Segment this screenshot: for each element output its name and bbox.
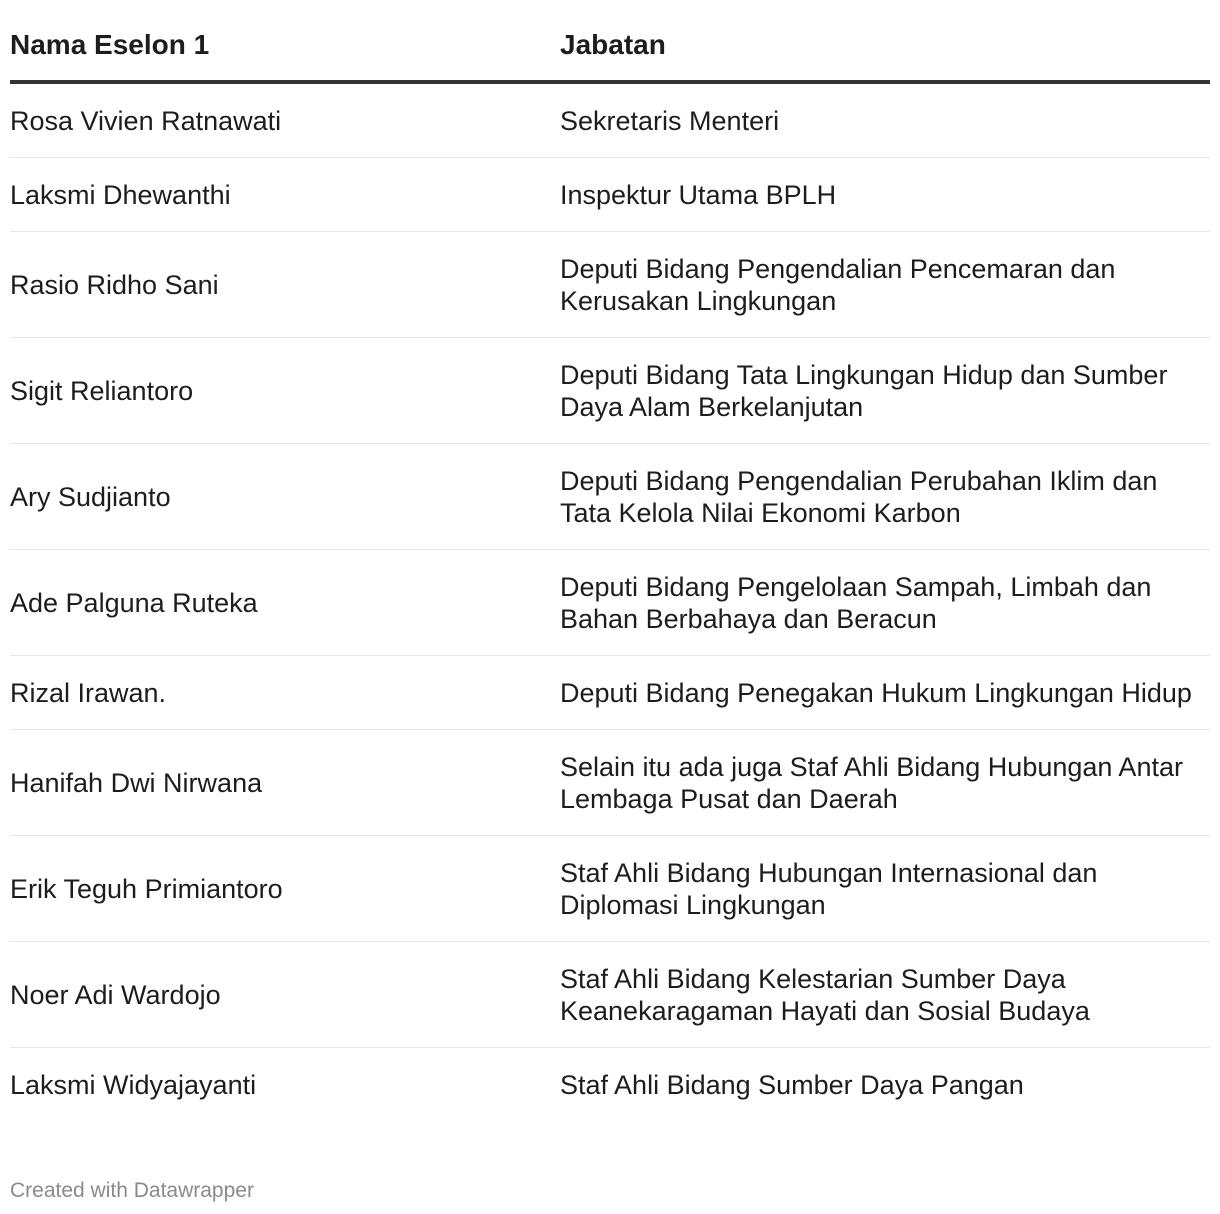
cell-name: Sigit Reliantoro: [10, 338, 560, 444]
table-header-row: [10, 28, 1210, 82]
cell-position: Deputi Bidang Penegakan Hukum Lingkungan Hidup: [560, 656, 1210, 730]
cell-name: Rizal Irawan.: [10, 656, 560, 730]
table-row: [10, 444, 1210, 550]
cell-position: Staf Ahli Bidang Sumber Daya Pangan: [560, 1069, 1024, 1100]
table-row: [10, 82, 1210, 158]
table-row: [10, 730, 1210, 836]
table-row: [10, 338, 1210, 444]
cell-position: Deputi Bidang Pengelolaan Sampah, Limbah dan Bahan Berbahaya dan Beracun: [560, 550, 1210, 656]
column-header-name[interactable]: Nama Eselon 1: [10, 28, 560, 82]
table-row: [10, 232, 1210, 338]
cell-position: Inspektur Utama BPLH: [560, 158, 1210, 232]
cell-name: Rosa Vivien Ratnawati: [10, 82, 560, 158]
table-row: [10, 158, 1210, 232]
cell-name: Laksmi Dhewanthi: [10, 158, 560, 232]
cell-position: Deputi Bidang Pengendalian Perubahan Iklim dan Tata Kelola Nilai Ekonomi Karbon: [560, 444, 1210, 550]
table-row: [10, 550, 1210, 656]
cell-name: Rasio Ridho Sani: [10, 232, 560, 338]
table-row: [10, 1048, 1210, 1122]
cell-position: Deputi Bidang Tata Lingkungan Hidup dan Sumber Daya Alam Berkelanjutan: [560, 338, 1210, 444]
cell-name: Ade Palguna Ruteka: [10, 550, 560, 656]
cell-name: Hanifah Dwi Nirwana: [10, 730, 560, 836]
table-row: [10, 836, 1210, 942]
cell-name: Erik Teguh Primiantoro: [10, 836, 560, 942]
cell-name: Noer Adi Wardojo: [10, 942, 560, 1048]
cell-position: Deputi Bidang Pengendalian Pencemaran dan Kerusakan Lingkungan: [560, 232, 1210, 338]
cell-name: Ary Sudjianto: [10, 444, 560, 550]
cell-name: Laksmi Widyajayanti: [10, 1069, 257, 1100]
cell-position: Selain itu ada juga Staf Ahli Bidang Hubungan Antar Lembaga Pusat dan Daerah: [560, 730, 1210, 836]
table-row: [10, 942, 1210, 1048]
cell-position: Staf Ahli Bidang Kelestarian Sumber Daya Keanekaragaman Hayati dan Sosial Budaya: [560, 942, 1210, 1048]
table-row: [10, 656, 1210, 730]
officials-table: [10, 28, 1210, 1121]
datawrapper-credit[interactable]: Created with Datawrapper: [10, 1179, 254, 1202]
cell-position: Staf Ahli Bidang Hubungan Internasional dan Diplomasi Lingkungan: [560, 836, 1210, 942]
column-header-position[interactable]: Jabatan: [560, 28, 1210, 82]
cell-position: Sekretaris Menteri: [560, 82, 1210, 158]
